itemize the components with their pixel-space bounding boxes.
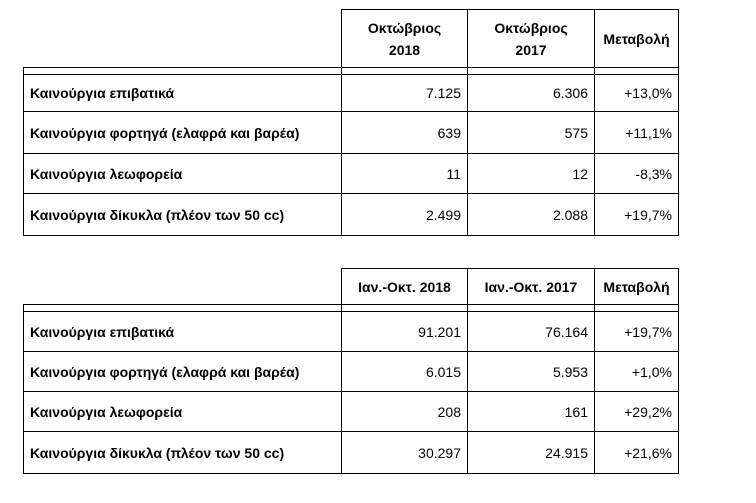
change-value: +1,0%	[595, 352, 679, 392]
change-value: +19,7%	[595, 194, 679, 236]
row-label: Καινούργια δίκυκλα (πλέον των 50 cc)	[24, 432, 342, 474]
column-header-change: Μεταβολή	[595, 269, 679, 305]
table-row	[24, 352, 679, 392]
change-value: +21,6%	[595, 432, 679, 474]
change-value: +11,1%	[595, 112, 679, 154]
row-label: Καινούργια επιβατικά	[24, 312, 342, 352]
value-2017: 575	[468, 112, 595, 154]
jan-oct-registrations-table	[23, 268, 679, 474]
value-2017: 2.088	[468, 194, 595, 236]
column-header-october-2018: Οκτώβριος 2018	[342, 10, 468, 68]
value-2017: 76.164	[468, 312, 595, 352]
value-2018: 208	[342, 392, 468, 432]
value-2018: 7.125	[342, 75, 468, 112]
table-header-row	[24, 10, 679, 68]
value-2018: 639	[342, 112, 468, 154]
row-label: Καινούργια λεωφορεία	[24, 392, 342, 432]
october-registrations-table	[23, 9, 679, 236]
spacer-row	[24, 305, 679, 312]
value-2018: 6.015	[342, 352, 468, 392]
value-2018: 91.201	[342, 312, 468, 352]
change-value: +19,7%	[595, 312, 679, 352]
table-header-row	[24, 269, 679, 305]
column-header-change: Μεταβολή	[595, 10, 679, 68]
table-row	[24, 194, 679, 236]
value-2017: 161	[468, 392, 595, 432]
change-value: +13,0%	[595, 75, 679, 112]
column-header-october-2017: Οκτώβριος 2017	[468, 10, 595, 68]
value-2017: 6.306	[468, 75, 595, 112]
change-value: -8,3%	[595, 154, 679, 194]
value-2018: 11	[342, 154, 468, 194]
table-row	[24, 432, 679, 474]
table-row	[24, 392, 679, 432]
row-label: Καινούργια επιβατικά	[24, 75, 342, 112]
row-label: Καινούργια φορτηγά (ελαφρά και βαρέα)	[24, 112, 342, 154]
table-row	[24, 112, 679, 154]
row-label: Καινούργια φορτηγά (ελαφρά και βαρέα)	[24, 352, 342, 392]
column-header-jan-oct-2017: Ιαν.-Οκτ. 2017	[468, 269, 595, 305]
value-2017: 12	[468, 154, 595, 194]
row-label: Καινούργια δίκυκλα (πλέον των 50 cc)	[24, 194, 342, 236]
column-header-jan-oct-2018: Ιαν.-Οκτ. 2018	[342, 269, 468, 305]
row-label: Καινούργια λεωφορεία	[24, 154, 342, 194]
value-2018: 30.297	[342, 432, 468, 474]
value-2018: 2.499	[342, 194, 468, 236]
table-row	[24, 154, 679, 194]
table-row	[24, 75, 679, 112]
value-2017: 24.915	[468, 432, 595, 474]
table-row	[24, 312, 679, 352]
header-corner-blank	[24, 10, 342, 68]
value-2017: 5.953	[468, 352, 595, 392]
spacer-row	[24, 68, 679, 75]
change-value: +29,2%	[595, 392, 679, 432]
header-corner-blank	[24, 269, 342, 305]
